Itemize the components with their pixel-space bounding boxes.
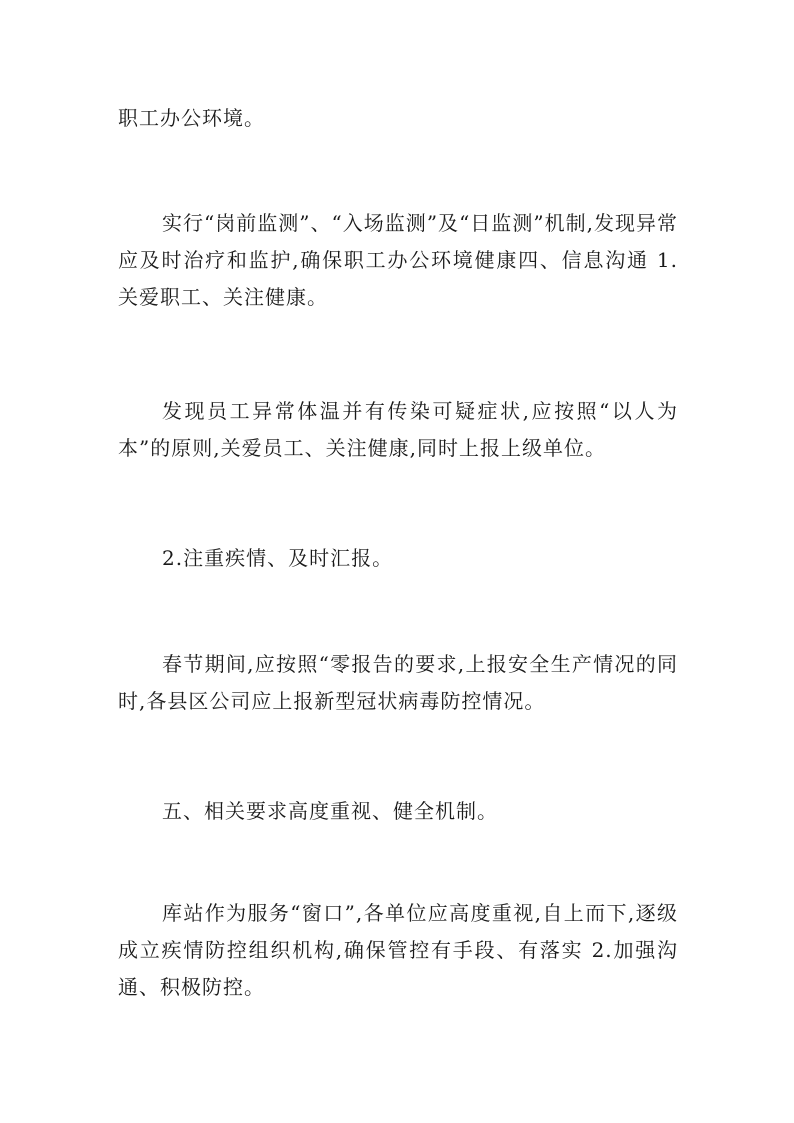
paragraph-spring-festival: 春节期间,应按照“零报告的要求,上报安全生产情况的同时,各县区公司应上报新型冠状病毒防控情况。 <box>118 652 678 713</box>
paragraph-heading-requirements: 五、相关要求高度重视、健全机制。 <box>162 799 498 823</box>
paragraph-monitoring: 实行“岗前监测”、“入场监测”及“日监测”机制,发现异常应及时治疗和监护,确保职工办公环境健康四、信息沟通 1.关爱职工、关注健康。 <box>118 211 678 309</box>
paragraph-abnormal-temperature: 发现员工异常体温并有传染可疑症状,应按照“以人为本”的原则,关爱员工、关注健康,同时上报上级单位。 <box>118 399 678 460</box>
paragraph-heading-report: 2.注重疾情、及时汇报。 <box>162 546 394 570</box>
paragraph-continuation: 职工办公环境。 <box>118 106 265 130</box>
paragraph-service-window: 库站作为服务“窗口”,各单位应高度重视,自上而下,逐级成立疾情防控组织机构,确保管控有手段、有落实 2.加强沟通、积极防控。 <box>118 901 678 999</box>
